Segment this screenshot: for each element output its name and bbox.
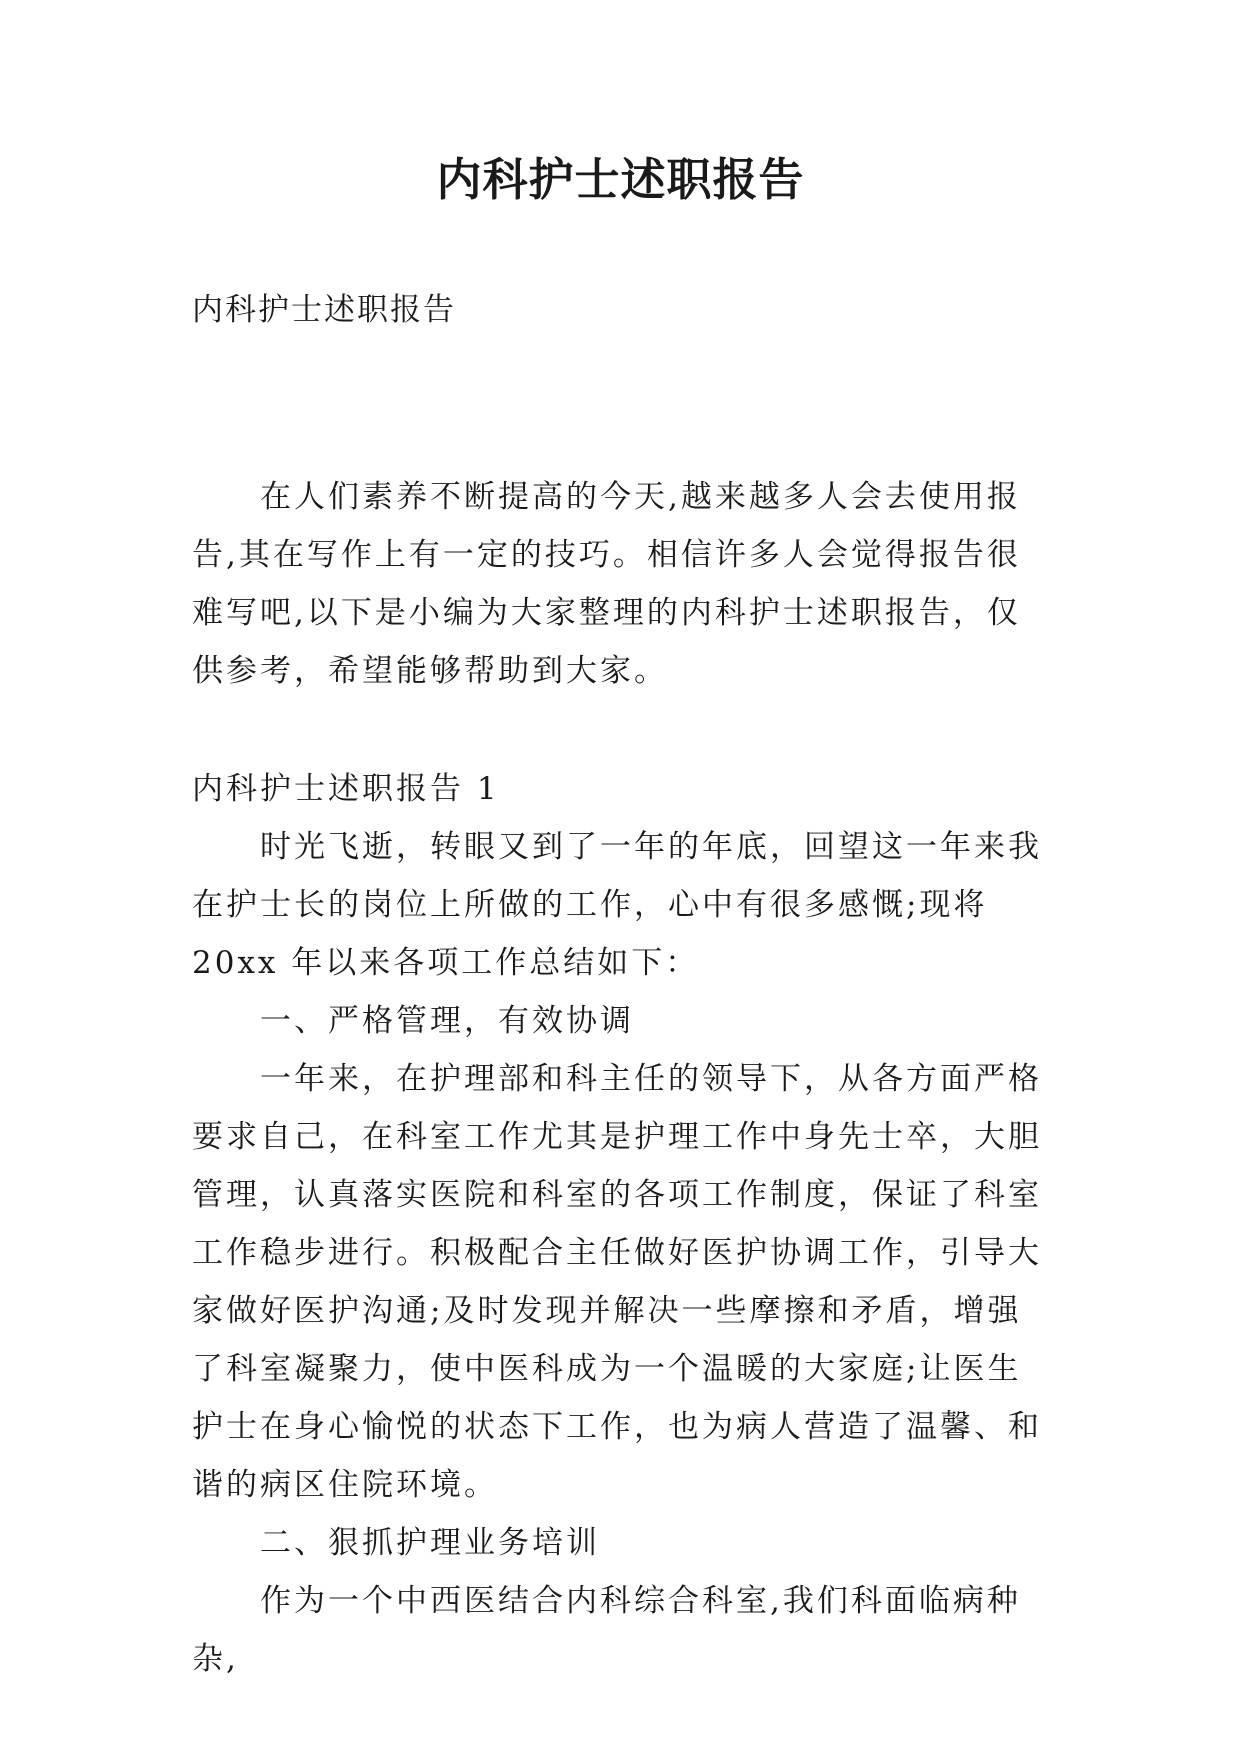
section-spacer [192, 700, 1052, 760]
paragraph-3: 作为一个中西医结合内科综合科室,我们科面临病种杂, [192, 1583, 1021, 1677]
paragraph-2: 一年来，在护理部和科主任的领导下，从各方面严格要求自己，在科室工作尤其是护理工作中身先士卒，大胆管理，认真落实医院和科室的各项工作制度，保证了科室工作稳步进行。积极配合主任做好医护协调工作，引导大家做好医护沟通;及时发现并解决一些摩擦和矛盾，增强了科室凝聚力，使中医科成为一个温暖的大家庭;让医生护士在身心愉悦的状态下工作，也为病人营造了温馨、和谐的病区住院环境。 [192, 1061, 1042, 1503]
heading-1: 一、严格管理，有效协调 [260, 1003, 634, 1039]
paragraph-1: 时光飞逝，转眼又到了一年的年底，回望这一年来我在护士长的岗位上所做的工作，心中有很多感慨;现将 20xx 年以来各项工作总结如下： [192, 829, 1042, 981]
section-title: 内科护士述职报告 1 [192, 771, 500, 807]
document-title: 内科护士述职报告 [436, 153, 805, 206]
document-subtitle: 内科护士述职报告 [192, 292, 456, 328]
document-body [192, 468, 1052, 1688]
intro-paragraph: 在人们素养不断提高的今天,越来越多人会去使用报告,其在写作上有一定的技巧。相信许多人会觉得报告很难写吧,以下是小编为大家整理的内科护士述职报告，仅供参考，希望能够帮助到大家。 [192, 479, 1021, 689]
heading-2: 二、狠抓护理业务培训 [260, 1525, 600, 1561]
